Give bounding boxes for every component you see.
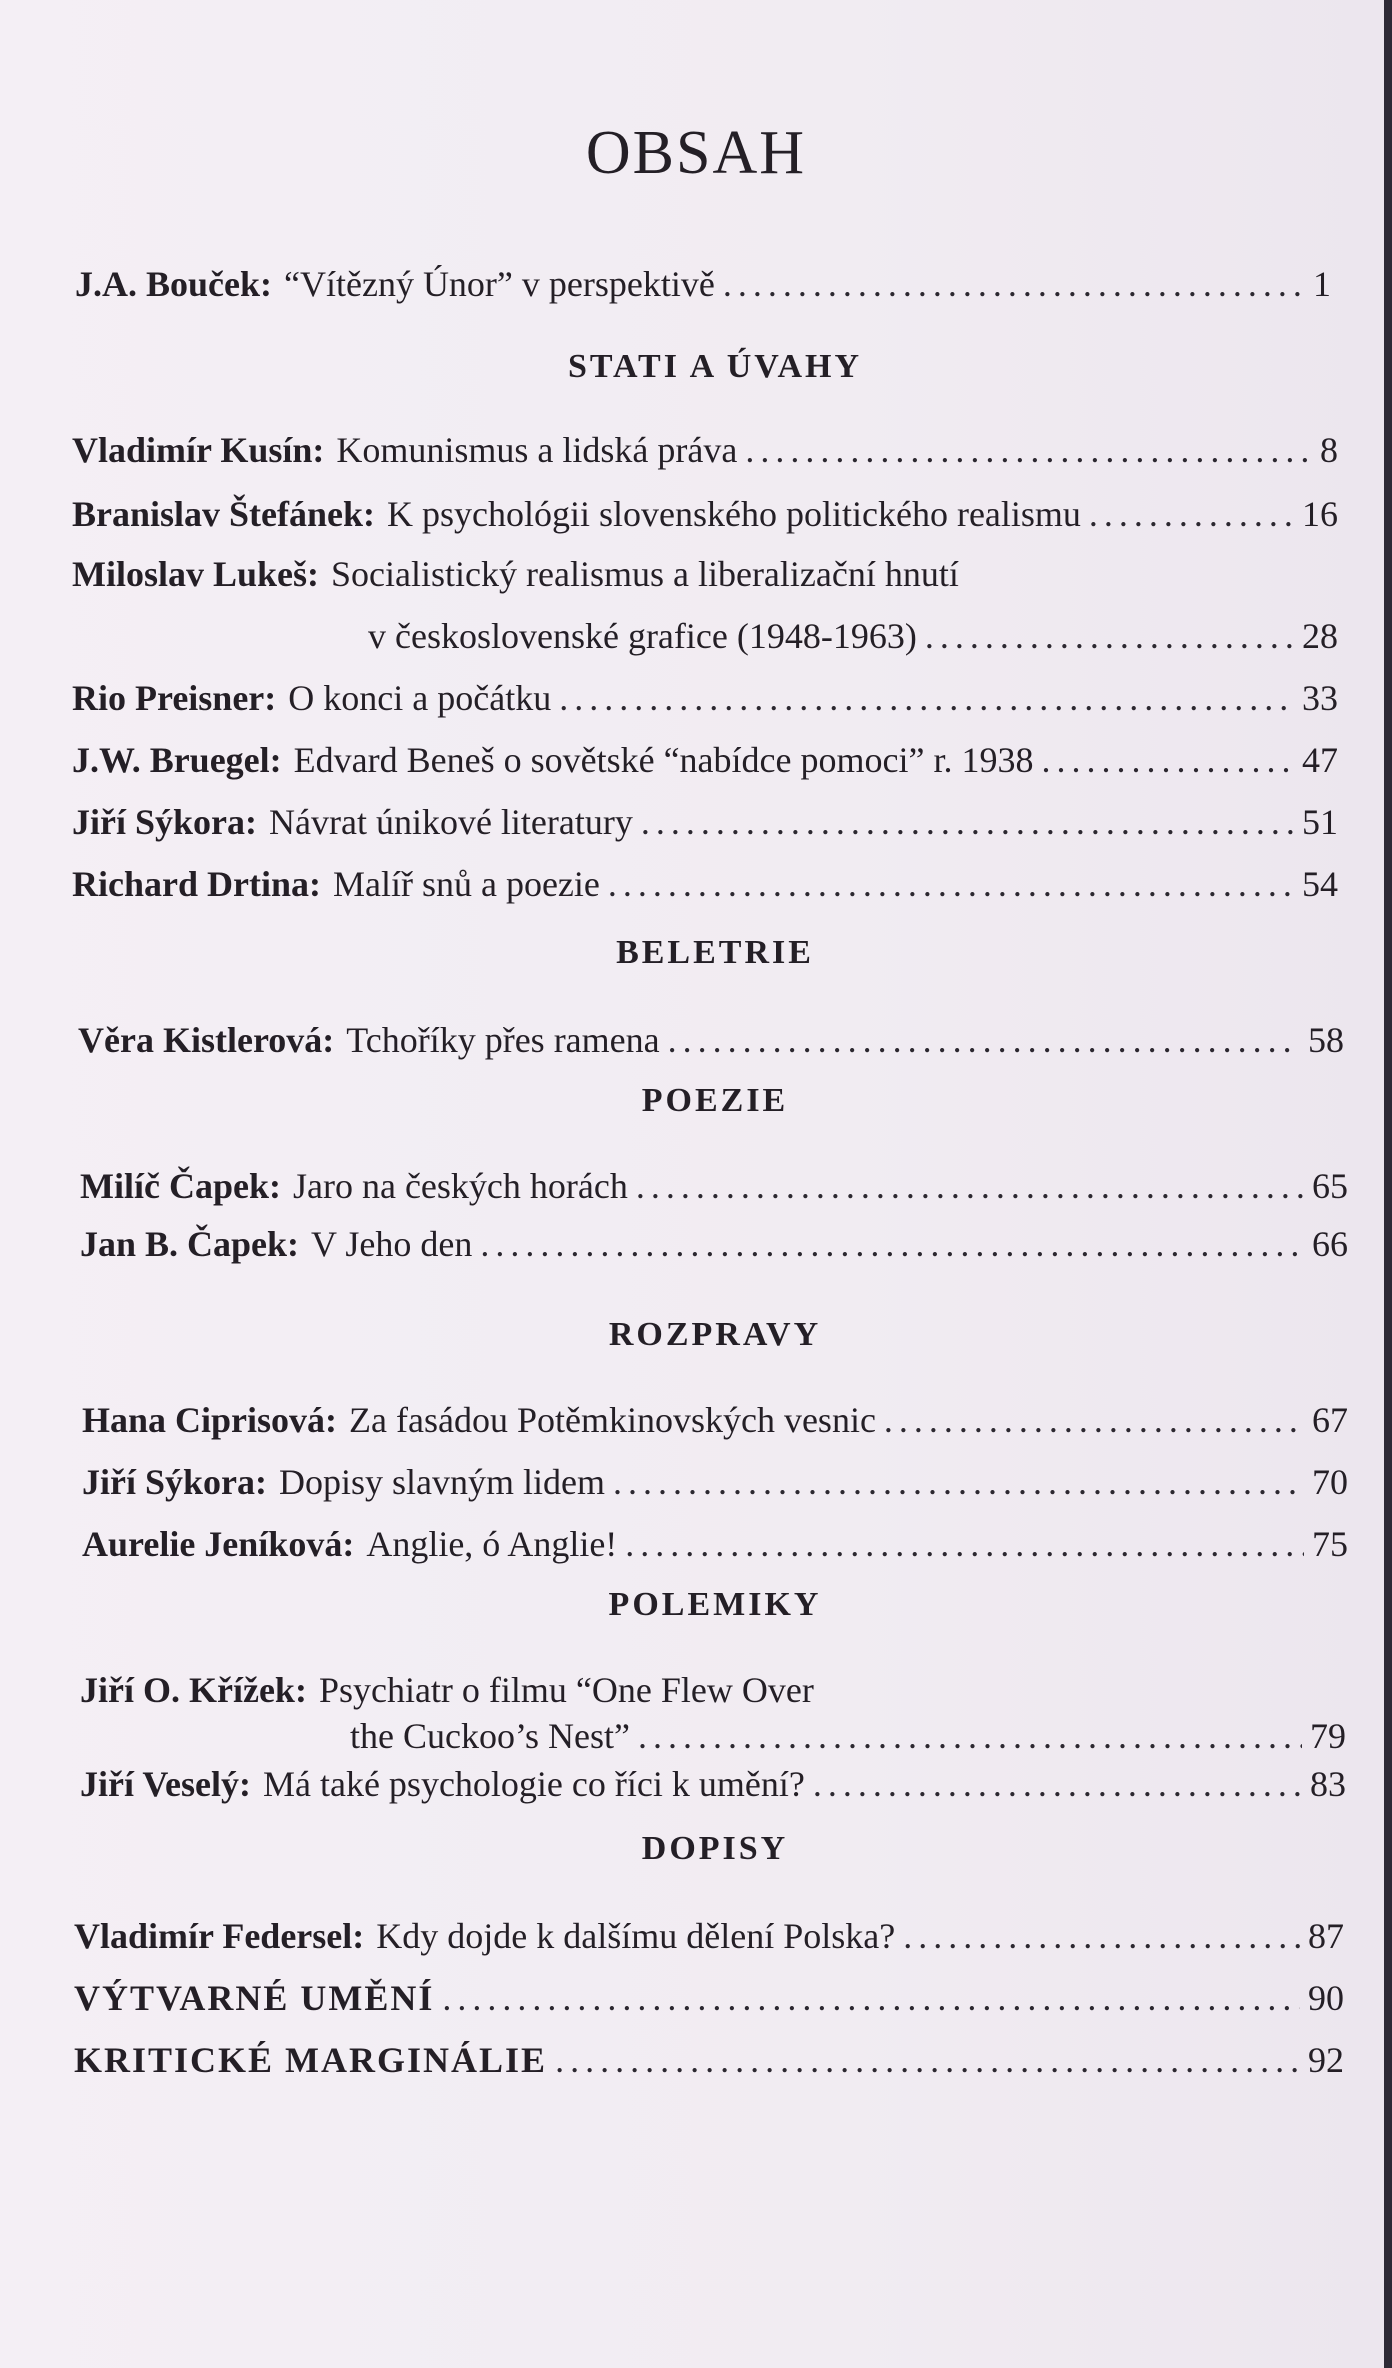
entry-page-number: 79 — [1310, 1716, 1346, 1756]
entry-title: KRITICKÉ MARGINÁLIE — [74, 2040, 548, 2080]
entry-title: Socialistický realismus a liberalizační hnutí — [331, 554, 959, 594]
dot-leader — [625, 1526, 1304, 1562]
entry-author: Vladimír Kusín: — [72, 430, 325, 470]
entry-title: K psychológii slovenského politického realismu — [387, 494, 1081, 534]
entry-author: Vladimír Federsel: — [74, 1916, 365, 1956]
entry-author: Milíč Čapek: — [80, 1166, 281, 1206]
entry-author: Věra Kistlerová: — [78, 1020, 335, 1060]
entry-page-number: 33 — [1302, 678, 1338, 718]
toc-entry — [72, 496, 1338, 532]
entry-author: Rio Preisner: — [72, 678, 277, 718]
dot-leader — [745, 432, 1312, 468]
toc-entry — [72, 742, 1338, 778]
dot-leader — [723, 266, 1305, 302]
dot-leader — [668, 1022, 1300, 1058]
entry-author: J.W. Bruegel: — [72, 740, 282, 780]
entry-title: Anglie, ó Anglie! — [366, 1524, 618, 1564]
dot-leader — [641, 804, 1294, 840]
dot-leader — [884, 1402, 1304, 1438]
entry-page-number: 28 — [1302, 616, 1338, 656]
entry-title: “Vítězný Únor” v perspektivě — [284, 264, 715, 304]
page-title: OBSAH — [585, 119, 807, 187]
section-heading-rozpravy: ROZPRAVY — [608, 1316, 822, 1353]
entry-title: Psychiatr o filmu “One Flew Over — [318, 1670, 814, 1710]
toc-entry — [80, 1766, 1346, 1802]
entry-title: V Jeho den — [311, 1224, 473, 1264]
dot-leader — [1041, 742, 1294, 778]
toc-entry — [80, 1168, 1348, 1204]
entry-author: Jiří Sýkora: — [82, 1462, 267, 1502]
entry-page-number: 47 — [1302, 740, 1338, 780]
entry-page-number: 83 — [1310, 1764, 1346, 1804]
section-heading-poezie: POEZIE — [641, 1082, 789, 1119]
entry-page-number: 58 — [1308, 1020, 1344, 1060]
entry-page-number: 75 — [1312, 1524, 1348, 1564]
entry-page-number: 70 — [1312, 1462, 1348, 1502]
entry-title: Malíř snů a poezie — [332, 864, 600, 904]
entry-title: Dopisy slavným lidem — [279, 1462, 605, 1502]
section-heading-stati: STATI A ÚVAHY — [567, 348, 863, 385]
entry-page-number: 65 — [1312, 1166, 1348, 1206]
dot-leader — [1089, 496, 1294, 532]
entry-author: Miloslav Lukeš: — [72, 554, 320, 594]
entry-author: Richard Drtina: — [72, 864, 321, 904]
dot-leader — [613, 1464, 1304, 1500]
entry-title: Jaro na českých horách — [292, 1166, 628, 1206]
entry-title: Návrat únikové literatury — [269, 802, 633, 842]
toc-entry — [80, 1226, 1348, 1262]
dot-leader — [813, 1766, 1302, 1802]
toc-entry — [72, 432, 1338, 468]
toc-entry — [78, 1022, 1344, 1058]
toc-entry — [72, 866, 1338, 902]
toc-entry — [82, 1526, 1348, 1562]
dot-leader — [555, 2042, 1300, 2078]
entry-author: Jan B. Čapek: — [80, 1224, 300, 1264]
toc-entry — [82, 1402, 1348, 1438]
entry-author: Branislav Štefánek: — [72, 494, 376, 534]
entry-page-number: 87 — [1308, 1916, 1344, 1956]
entry-author: Jiří Sýkora: — [72, 802, 257, 842]
toc-entry-intro — [75, 266, 1331, 302]
entry-page-number: 90 — [1308, 1978, 1344, 2018]
entry-author: Aurelie Jeníková: — [82, 1524, 355, 1564]
dot-leader — [559, 680, 1294, 716]
entry-title: Má také psychologie co říci k umění? — [262, 1764, 805, 1804]
dot-leader — [636, 1168, 1304, 1204]
section-heading-polemiky: POLEMIKY — [608, 1586, 822, 1623]
toc-entry-continuation — [368, 618, 1338, 654]
entry-author: Hana Ciprisová: — [82, 1400, 338, 1440]
toc-entry — [72, 804, 1338, 840]
entry-title: Tchoříky přes ramena — [346, 1020, 660, 1060]
entry-page-number: 8 — [1320, 430, 1338, 470]
entry-title: Komunismus a lidská práva — [336, 430, 738, 470]
entry-page-number: 1 — [1313, 264, 1331, 304]
entry-page-number: 67 — [1312, 1400, 1348, 1440]
entry-author: J.A. Bouček: — [75, 264, 272, 304]
section-heading-dopisy: DOPISY — [641, 1830, 789, 1867]
entry-title: Za fasádou Potěmkinovských vesnic — [349, 1400, 876, 1440]
entry-title: Kdy dojde k dalšímu dělení Polska? — [376, 1916, 896, 1956]
section-heading-beletrie: BELETRIE — [616, 934, 814, 971]
entry-title: O konci a počátku — [288, 678, 552, 718]
dot-leader — [925, 618, 1294, 654]
entry-title-continuation: the Cuckoo’s Nest” — [350, 1716, 630, 1756]
dot-leader — [903, 1918, 1300, 1954]
toc-entry — [72, 680, 1338, 716]
entry-page-number: 54 — [1302, 864, 1338, 904]
entry-page-number: 66 — [1312, 1224, 1348, 1264]
dot-leader — [442, 1980, 1300, 2016]
entry-title: VÝTVARNÉ UMĚNÍ — [74, 1978, 435, 2018]
toc-entry-continuation — [350, 1718, 1346, 1754]
toc-entry — [80, 1672, 1346, 1708]
toc-entry — [82, 1464, 1348, 1500]
toc-entry — [74, 1918, 1344, 1954]
entry-author: Jiří Veselý: — [80, 1764, 251, 1804]
toc-entry — [72, 556, 1338, 592]
toc-entry-section — [74, 2042, 1344, 2078]
dot-leader — [480, 1226, 1304, 1262]
dot-leader — [638, 1718, 1302, 1754]
toc-entry-section — [74, 1980, 1344, 2016]
entry-title: Edvard Beneš o sovětské “nabídce pomoci” r. 1938 — [293, 740, 1034, 780]
entry-page-number: 16 — [1302, 494, 1338, 534]
entry-page-number: 92 — [1308, 2040, 1344, 2080]
dot-leader — [608, 866, 1294, 902]
entry-page-number: 51 — [1302, 802, 1338, 842]
entry-title-continuation: v československé grafice (1948-1963) — [368, 616, 917, 656]
entry-author: Jiří O. Křížek: — [80, 1670, 307, 1710]
